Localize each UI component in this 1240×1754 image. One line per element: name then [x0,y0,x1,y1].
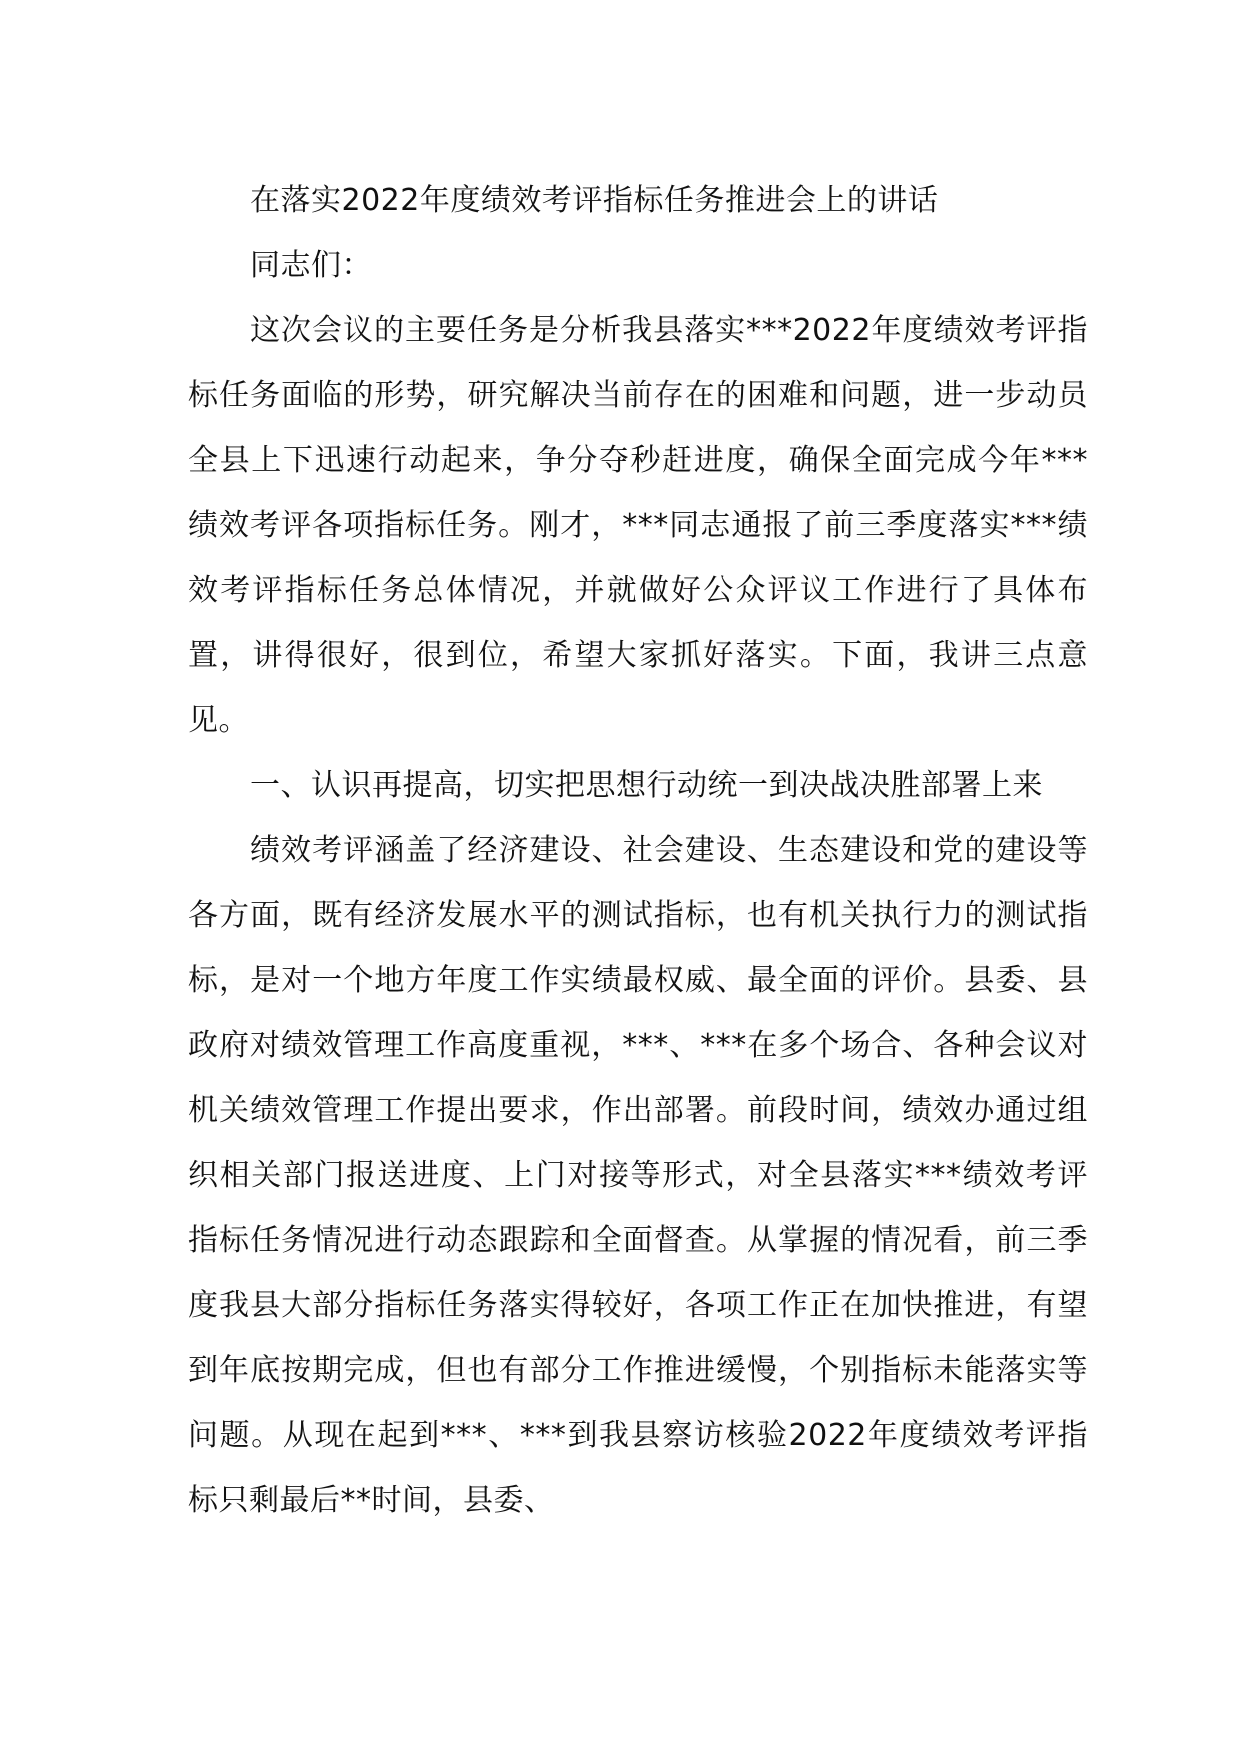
document-page [188,168,1088,1533]
section-heading-1: 一、认识再提高，切实把思想行动统一到决战决胜部署上来 [250,768,1043,803]
document-title: 在落实2022年度绩效考评指标任务推进会上的讲话 [250,183,939,218]
paragraph-section-1: 绩效考评涵盖了经济建设、社会建设、生态建设和党的建设等各方面，既有经济发展水平的测试指标，也有机关执行力的测试指标，是对一个地方年度工作实绩最权威、最全面的评价。县委、县政府对绩效管理工作高度重视，***、***在多个场合、各种会议对机关绩效管理工作提出要求，作出部署。前段时间，绩效办通过组织相关部门报送进度、上门对接等形式，对全县落实***绩效考评指标任务情况进行动态跟踪和全面督查。从掌握的情况看，前三季度我县大部分指标任务落实得较好，各项工作正在加快推进，有望到年底按期完成，但也有部分工作推进缓慢，个别指标未能落实等问题。从现在起到***、***到我县察访核验2022年度绩效考评指标只剩最后**时间，县委、 [188,833,1088,1518]
paragraph-intro: 这次会议的主要任务是分析我县落实***2022年度绩效考评指标任务面临的形势，研究解决当前存在的困难和问题，进一步动员全县上下迅速行动起来，争分夺秒赶进度，确保全面完成今年***绩效考评各项指标任务。刚才，***同志通报了前三季度落实***绩效考评指标任务总体情况，并就做好公众评议工作进行了具体布置，讲得很好，很到位，希望大家抓好落实。下面，我讲三点意见。 [188,313,1088,738]
salutation: 同志们： [250,248,372,283]
